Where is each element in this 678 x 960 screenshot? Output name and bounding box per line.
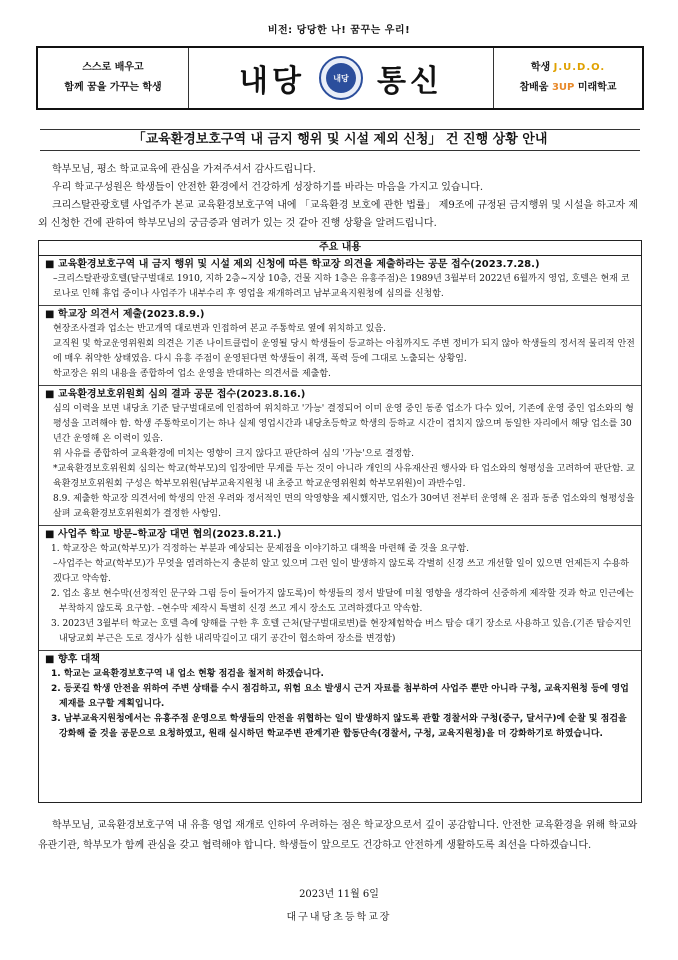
emblem-text: 내당 bbox=[326, 63, 356, 93]
section-line: 2. 등굣길 학생 안전을 위하여 주변 상태를 수시 점검하고, 위험 요소 발생시 근거 자료를 첨부하여 사업주 뿐만 아니라 구청, 교육지원청 등에 영업 제재를 요구할 계획입니다. bbox=[51, 684, 629, 709]
intro-paragraphs bbox=[38, 161, 642, 233]
intro-paragraph: 크리스탈관광호텔 사업주가 본교 교육환경보호구역 내에 「교육환경 보호에 관한 법률」 제9조에 규정된 금지행위 및 시설을 하고자 제외 신청한 건에 관하여 학부모님의 궁금증과 염려가 있는 것 같아 진행 상황을 알려드립니다. bbox=[38, 200, 639, 229]
section-line: –크리스탈관광호텔(달구벌대로 1910, 지하 2층~지상 10층, 건물 지하 1층은 유흥주점)은 1989년 3월부터 2022년 6월까지 영업, 호텔은 현재 코로나로 인해 휴업 중이나 사업주가 내부수리 후 영업을 재개하려고 남부교육지원청에 심의를 신청함. bbox=[53, 274, 630, 299]
section-owner-meeting bbox=[39, 526, 641, 651]
school-vision: 비전: 당당한 나! 꿈꾸는 우리! bbox=[267, 25, 411, 36]
closing-paragraph bbox=[38, 816, 642, 856]
closing-text: 학부모님, 교육환경보호구역 내 유흥 영업 재개로 인하여 우려하는 점은 학교장으로서 깊이 공감합니다. 안전한 교육환경을 위해 학교와 유관기관, 학부모가 함께 관심을 갖고 협력해야 합니다. 학생들이 앞으로도 건강하고 안전하게 생활하도록 최선을 다하겠습니다. bbox=[38, 820, 638, 851]
section-principal-opinion bbox=[39, 306, 641, 386]
section-line: 현장조사결과 업소는 반고개역 대로변과 인접하여 본교 주통학로 옆에 위치하고 있음. bbox=[53, 324, 386, 334]
masthead-title bbox=[189, 48, 493, 108]
masthead-slogan bbox=[493, 48, 642, 108]
section-committee-result bbox=[39, 386, 641, 526]
section-body bbox=[45, 542, 635, 647]
section-body bbox=[45, 322, 635, 382]
section-notice-received bbox=[39, 256, 641, 306]
newsletter-masthead bbox=[36, 46, 644, 110]
main-content-title: 주요 내용 bbox=[39, 241, 641, 256]
section-future-measures bbox=[39, 651, 641, 745]
section-line: –사업주는 학교(학부모)가 무엇을 염려하는지 충분히 알고 있으며 그런 일이 발생하지 않도록 각별히 신경 쓰고 개선할 일이 있으면 언제든지 수용하겠다고 약속함. bbox=[53, 559, 629, 584]
school-emblem-icon bbox=[319, 56, 363, 100]
section-heading: ■ 사업주 학교 방문–학교장 대면 협의(2023.8.21.) bbox=[45, 529, 282, 540]
section-line: 심의 이력을 보면 내당초 기준 달구벌대로에 인접하여 위치하고 '가능' 결정되어 이미 운영 중인 동종 업소가 다수 있어, 기존에 운영 중인 업소와의 형평성을 고려해야 함. 학생 주통학로이기는 하나 실제 영업시간과 내당초등학교 학생의 등하교 시간이 겹치지 않으며 동일한 자리에서 해당 업소를 30년간 운영해 온 이력이 있음. bbox=[53, 404, 634, 444]
section-body bbox=[45, 272, 635, 302]
slogan-3up: 3UP bbox=[551, 82, 575, 93]
slogan-future-school: 미래학교 bbox=[577, 82, 617, 93]
section-line: 교직원 및 학교운영위원회 의견은 기존 나이트클럽이 운영될 당시 학생들이 등교하는 아침까지도 주변 정비가 되지 않아 학생들의 정서적 물리적 안전에 매우 취약한 상태였음. 다시 유흥 주점이 운영된다면 학생들이 취객, 폭력 등에 그대로 노출되는 상황임. bbox=[53, 339, 635, 364]
section-heading: ■ 교육환경보호구역 내 금지 행위 및 시설 제외 신청에 따른 학교장 의견을 제출하라는 공문 접수(2023.7.28.) bbox=[45, 259, 540, 270]
title-left: 내당 bbox=[239, 64, 305, 99]
section-body bbox=[45, 402, 635, 522]
section-line: 1. 학교는 교육환경보호구역 내 업소 현황 점검을 철저히 하겠습니다. bbox=[51, 669, 324, 679]
section-line: 1. 학교장은 학교(학부모)가 걱정하는 부분과 예상되는 문제점을 이야기하고 대책을 마련해 줄 것을 요구함. bbox=[51, 544, 469, 554]
section-body bbox=[45, 667, 635, 742]
issue-date: 2023년 11월 6일 bbox=[299, 889, 379, 900]
motto-line-2: 함께 꿈을 가꾸는 학생 bbox=[64, 82, 162, 93]
slogan-student-prefix: 학생 bbox=[530, 62, 551, 73]
intro-paragraph: 우리 학교구성원은 학생들이 안전한 환경에서 건강하게 성장하기를 바라는 마음을 가지고 있습니다. bbox=[52, 182, 484, 193]
slogan-line-1 bbox=[531, 58, 605, 78]
section-line: 학교장은 위의 내용을 종합하여 업소 운영을 반대하는 의견서를 제출함. bbox=[53, 369, 331, 379]
section-line: 3. 2023년 3월부터 학교는 호텔 측에 양해를 구한 후 호텔 근처(달구벌대로변)를 현장체험학습 버스 탑승 대기 장소로 사용하고 있음.(기존 탑승지인 내당교회 부근은 도로 경사가 심한 내리막길이고 대기 공간이 협소하여 장소를 변경함) bbox=[51, 619, 632, 644]
intro-paragraph: 학부모님, 평소 학교교육에 관심을 가져주셔서 감사드립니다. bbox=[52, 164, 316, 175]
main-content-box bbox=[38, 240, 642, 803]
masthead-motto bbox=[38, 48, 189, 108]
principal-signature: 대구내당초등학교장 bbox=[286, 912, 392, 923]
section-line: *교육환경보호위원회 심의는 학교(학부모)의 입장에만 무게를 두는 것이 아니라 개인의 사유재산권 행사와 타 업소와의 형평성을 고려하여 판단함. 교육환경보호위원회 구성은 학부모위원(남부교육지원청 내 초중고 학교운영위원회 학부모위원)이 과반수임. bbox=[53, 464, 635, 489]
section-line: 위 사유를 종합하여 교육환경에 미치는 영향이 크지 않다고 판단하여 심의 '가능'으로 결정함. bbox=[53, 449, 414, 459]
section-line: 3. 남부교육지원청에서는 유흥주점 운영으로 학생들의 안전을 위협하는 일이 발생하지 않도록 관할 경찰서와 구청(중구, 달서구)에 순찰 및 점검을 강화해 줄 것을 공문으로 요청하였고, 원래 실시하던 학교주변 관계기관 합동단속(경찰서, 구청, 교육지원청)을 더 강화하기로 하였습니다. bbox=[51, 714, 627, 739]
section-line: 2. 업소 홍보 현수막(선정적인 문구와 그림 등이 들어가지 않도록)이 학생들의 정서 발달에 미칠 영향을 생각하여 신중하게 제작할 것과 학교 인근에는 부착하지 않도록 요구함. –현수막 제작시 특별히 신경 쓰고 게시 장소도 고려하겠다고 약속함. bbox=[51, 589, 634, 614]
section-heading: ■ 학교장 의견서 제출(2023.8.9.) bbox=[45, 309, 205, 320]
section-heading: ■ 향후 대책 bbox=[45, 654, 101, 665]
slogan-judo: J.U.D.O. bbox=[553, 62, 606, 73]
section-heading: ■ 교육환경보호위원회 심의 결과 공문 접수(2023.8.16.) bbox=[45, 389, 306, 400]
slogan-line-2 bbox=[519, 78, 616, 98]
slogan-learning-prefix: 참배움 bbox=[519, 82, 549, 93]
motto-line-1: 스스로 배우고 bbox=[82, 62, 144, 73]
title-right: 통신 bbox=[377, 64, 443, 99]
section-line: 8.9. 제출한 학교장 의견서에 학생의 안전 우려와 정서적인 면의 악영향을 제시했지만, 업소가 30여년 전부터 운영해 온 점과 동종 업소와의 형평성을 살펴 교육환경보호위원회가 결정한 사항임. bbox=[53, 494, 635, 519]
notice-headline: 「교육환경보호구역 내 금지 행위 및 시설 제외 신청」 건 진행 상황 안내 bbox=[40, 129, 640, 151]
